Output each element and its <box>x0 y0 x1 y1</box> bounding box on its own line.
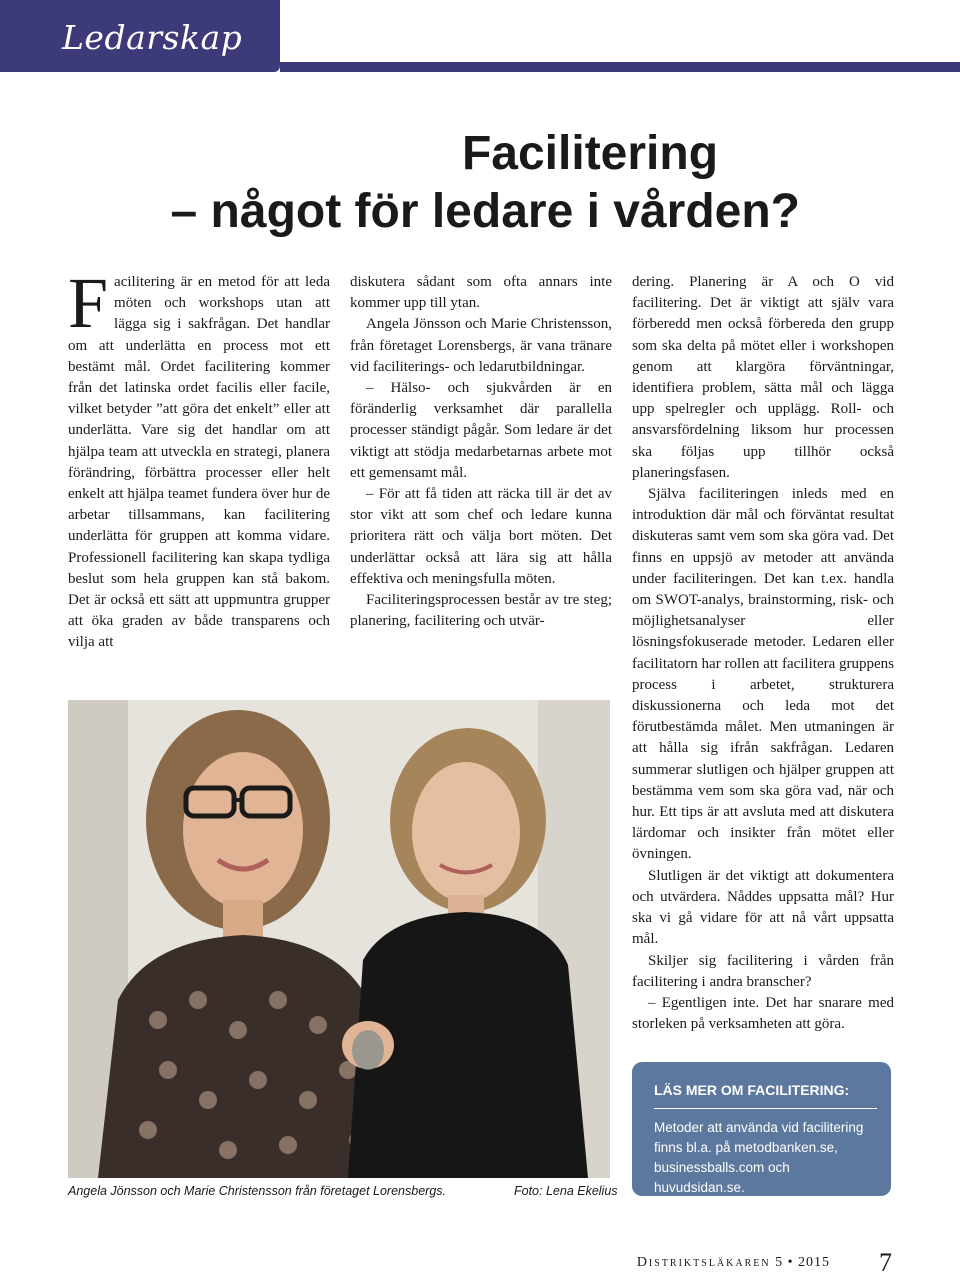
article-column-2 <box>350 272 612 632</box>
footer-separator: • <box>787 1255 794 1270</box>
paragraph: dering. Planering är A och O vid facilitering. Det är viktigt att själv vara förberedd men också förbereda den grupp som ska delta på mötet eller i workshopen genom att klargöra förväntningar, identifiera problem, sätta mål och lägga upp spelregler och upplägg. Roll- och ansvarsfördelning liksom hur processen ska följas upp tillhör också planeringsfasen. <box>632 274 894 481</box>
read-more-body: Metoder att använda vid facilitering finns bl.a. på metodbanken.se, businessballs.com och huvudsidan.se. <box>654 1120 864 1195</box>
section-label: Ledarskap <box>62 18 243 57</box>
article-column-3 <box>632 272 894 1035</box>
paragraph: – Egentligen inte. Det har snarare med storleken på verksamheten att göra. <box>632 994 894 1033</box>
read-more-box <box>632 1062 891 1196</box>
paragraph: Skiljer sig facilitering i vården från facilitering i andra branscher? <box>632 952 894 990</box>
section-header-tab <box>0 0 280 72</box>
paragraph: Faciliteringsprocessen består av tre steg; planering, facilitering och utvär- <box>350 592 612 630</box>
face-right <box>412 762 520 902</box>
article-headline <box>140 125 800 241</box>
section-header-rule <box>280 62 960 72</box>
issue-year: 2015 <box>798 1255 830 1270</box>
dress-left <box>98 935 388 1178</box>
paragraph: – Hälso- och sjukvården är en föränderlig verksamhet där parallella processer ständigt pågår. Som ledare är det viktigt att stödja medarbetarnas arbete mot ett gemensamt mål. <box>350 380 612 481</box>
photo-illustration <box>68 700 610 1178</box>
read-more-heading: LÄS MER OM FACILITERING: <box>654 1082 850 1098</box>
magazine-name: Distriktsläkaren <box>636 1255 771 1270</box>
drop-cap: F <box>68 263 109 343</box>
headline-line-2: – något för ledare i vården? <box>170 185 800 238</box>
paragraph: – För att få tiden att räcka till är det av stor vikt att som chef och ledare kunna prioritera rätt och välja bort möten. Det underlättar också att lära sig att hålla effektiva och meningsfulla möten. <box>350 486 612 587</box>
paragraph: Angela Jönsson och Marie Christensson, från företaget Lorensbergs, är vana tränare vid faciliterings- och ledarutbildningar. <box>350 316 612 375</box>
photo-caption: Angela Jönsson och Marie Christensson från företaget Lorensbergs. <box>68 1184 446 1198</box>
portrait-photo <box>68 700 610 1178</box>
face-left <box>183 752 303 908</box>
photo-credit: Foto: Lena Ekelius <box>514 1184 618 1198</box>
magazine-footer <box>637 1255 830 1271</box>
paragraph: acilitering är en metod för att leda möten och workshops utan att lägga sig i sakfrågan. Det handlar om att underlätta en process mot ett bestämt mål. Ordet facilitering kommer från det latinska ordet facilis eller facile, vilket betyder ”att göra det enkelt” eller att underlätta. Vare sig det handlar om att hjälpa team att utveckla en strategi, planera förändring, förbättra processer eller helt enkelt att hjälpa teamet fundera över hur de arbetar tillsammans, kan facilitering underlätta för gruppen att komma vidare. Professionell facilitering kan skapa tydliga beslut som hela gruppen kan stå bakom. Det är också ett sätt att uppmuntra grupper att öka graden av både transparens och vilja att <box>68 274 330 651</box>
article-column-1 <box>68 263 330 654</box>
page-number: 7 <box>879 1248 892 1277</box>
paragraph: diskutera sådant som ofta annars inte kommer upp till ytan. <box>350 274 612 312</box>
paragraph: Själva faciliteringen inleds med en introduktion där mål och förväntat resultat diskuteras samt vem som ska göra vad. Det finns en uppsjö av metoder att använda under faciliteringen. Det kan t.ex. handla om SWOT-analys, brainstorming, risk- och möjlighetsanalyser eller lösningsfokuserade metoder. Ledaren eller facilitatorn har rollen att facilitera gruppens process i arbetet, strukturera diskussionerna och leda mot det förutbestämda målet. Men utmaningen är att hålla sig ifrån sakfrågan. Ledaren summerar slutligen och hjälper gruppen att bestämma vem som ska göra vad, när och hur. Ett tips är att avsluta med att diskutera lärdomar och insikter från mötet eller övningen. <box>632 486 894 863</box>
read-more-divider <box>654 1108 877 1109</box>
issue-number: 5 <box>775 1255 784 1270</box>
headline-line-1: Facilitering <box>461 127 719 180</box>
paragraph: Slutligen är det viktigt att dokumentera och utvärdera. Nåddes uppsatta mål? Hur ska vi gå vidare för att nå vårt uppsatta mål. <box>632 867 894 948</box>
glass-cup-icon <box>352 1030 384 1070</box>
